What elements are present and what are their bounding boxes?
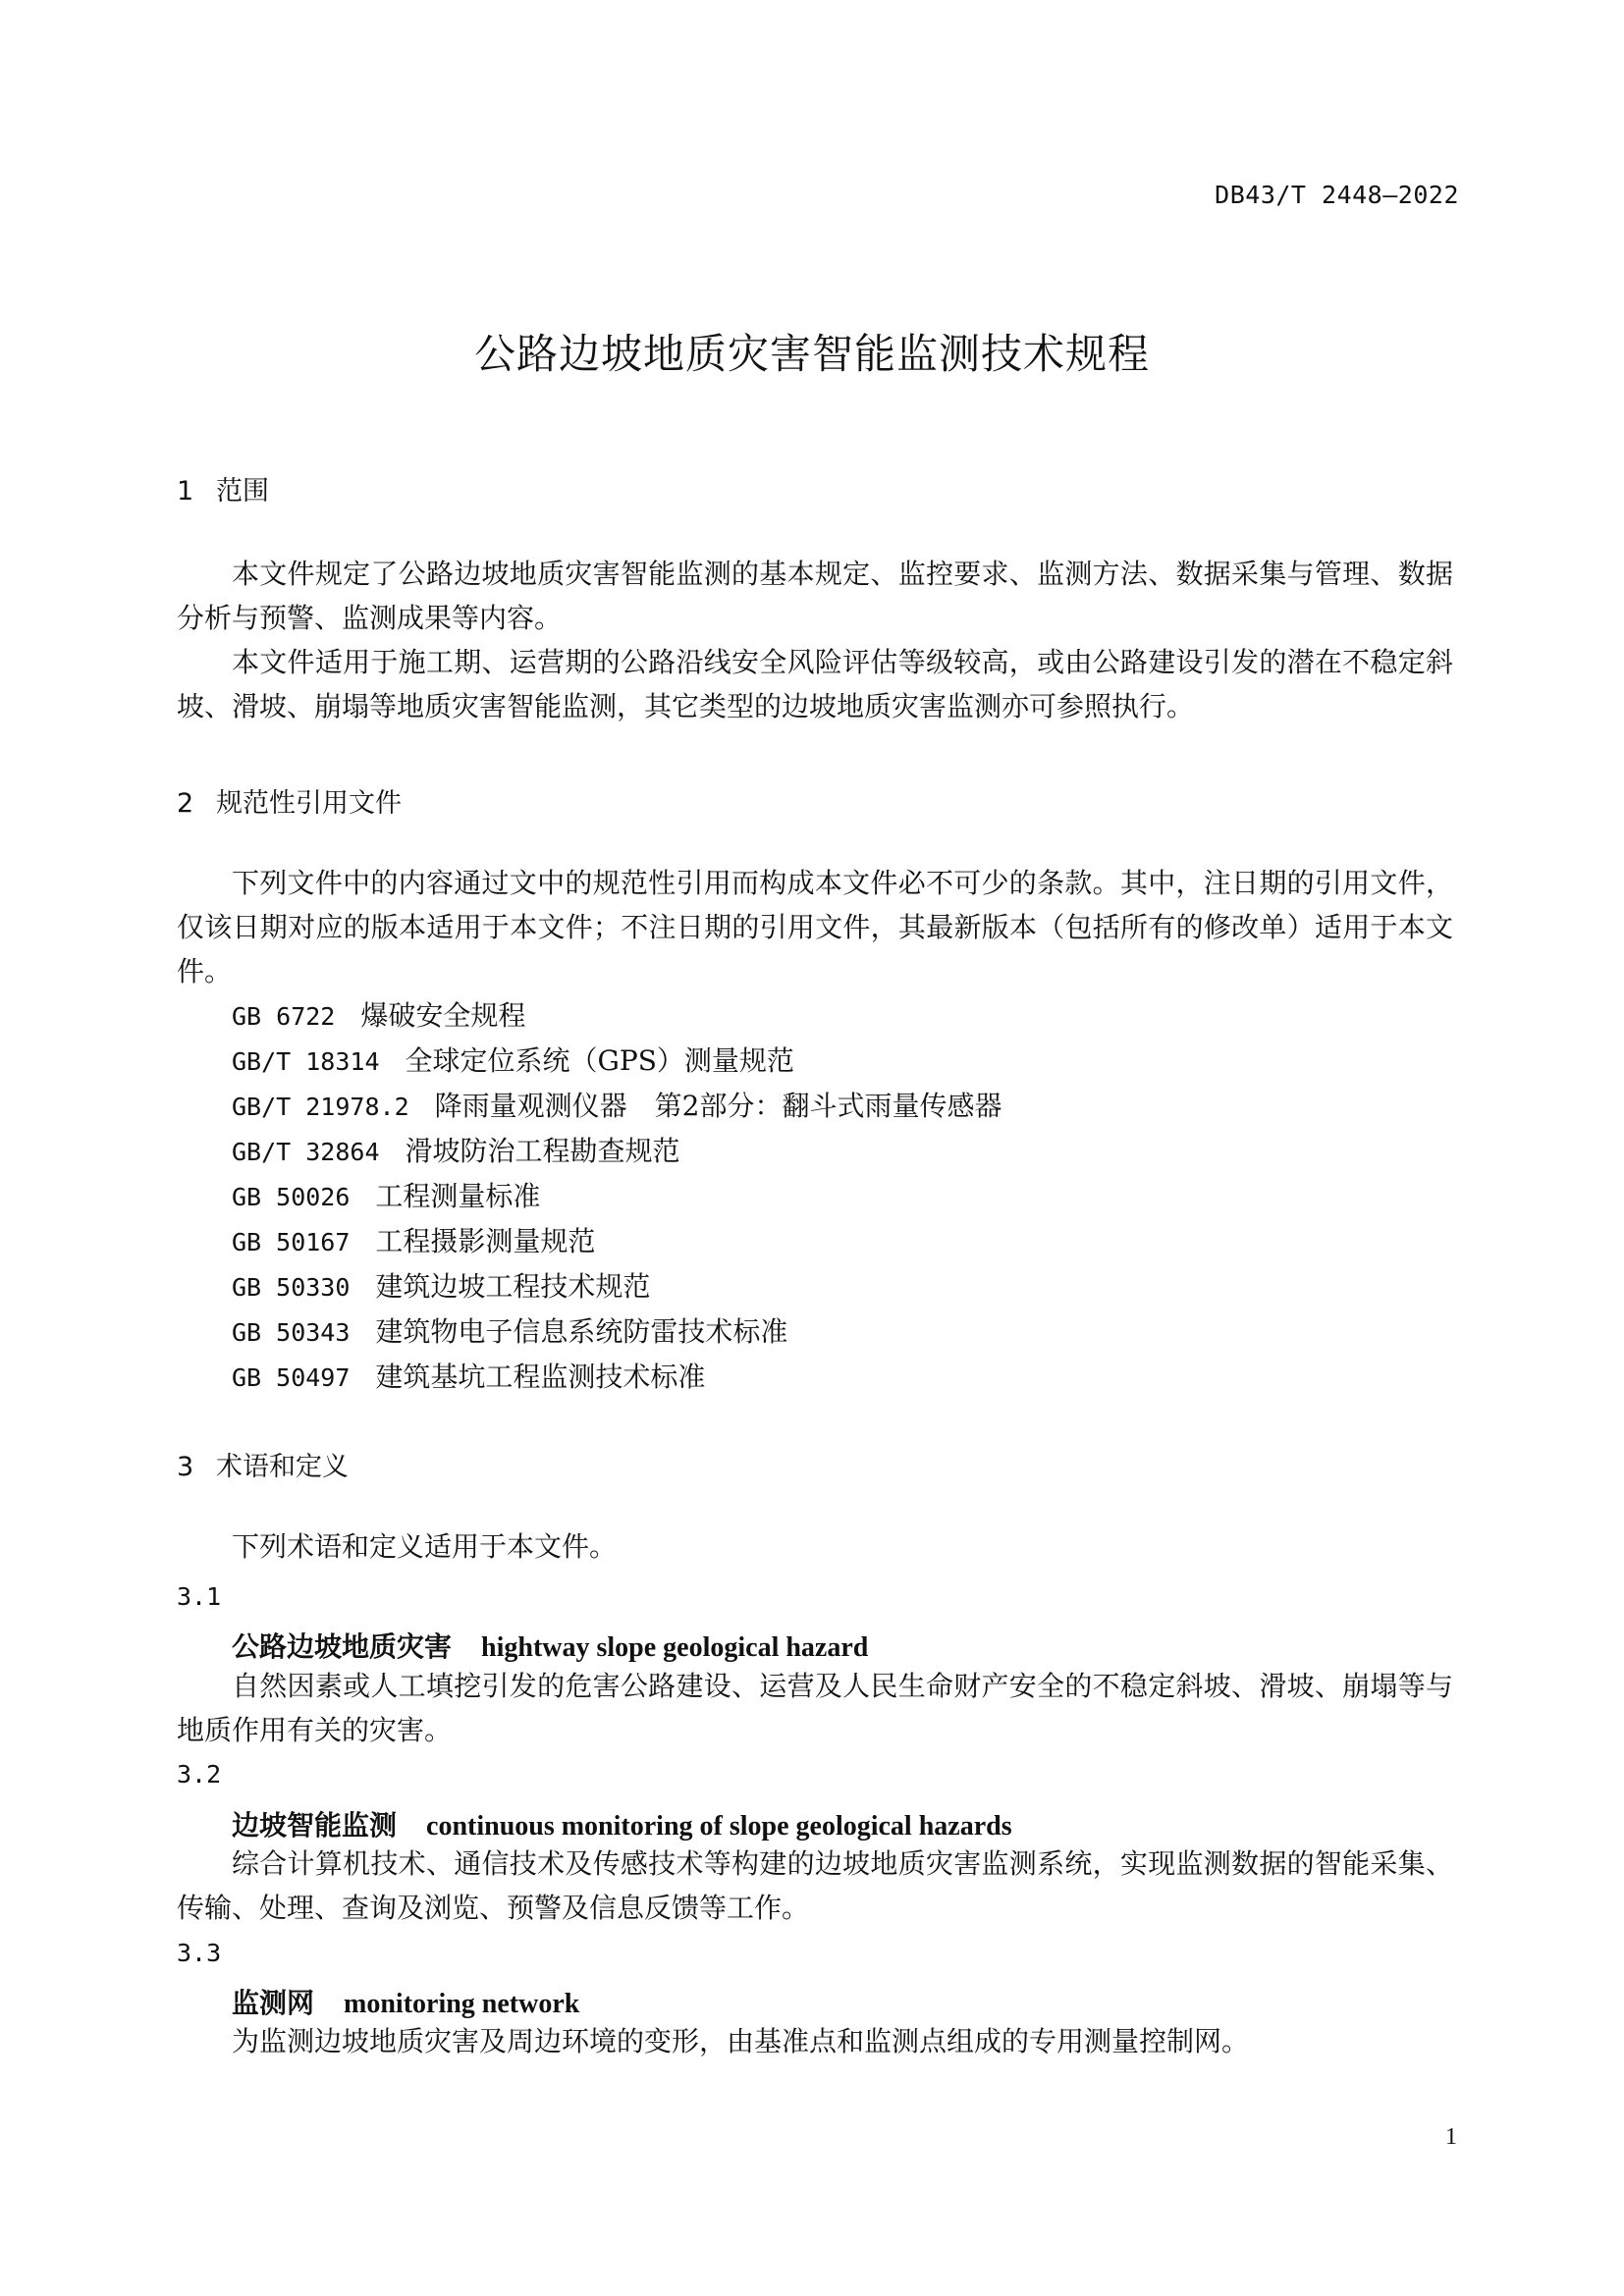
reference-item bbox=[232, 1039, 1001, 1084]
reference-title: 工程测量标准 bbox=[375, 1180, 541, 1212]
reference-item bbox=[232, 1219, 1001, 1264]
reference-item bbox=[232, 1174, 1001, 1219]
term-definition: 综合计算机技术、通信技术及传感技术等构建的边坡地质灾害监测系统，实现监测数据的智能采集、传输、处理、查询及浏览、预警及信息反馈等工作。 bbox=[177, 1847, 1453, 1924]
term-english: continuous monitoring of slope geological hazards bbox=[426, 1811, 1012, 1842]
section-title: 规范性引用文件 bbox=[216, 788, 402, 819]
term-english: hightway slope geological hazard bbox=[481, 1632, 869, 1663]
section-1-paragraph-1: 本文件规定了公路边坡地质灾害智能监测的基本规定、监控要求、监测方法、数据采集与管理、数据分析与预警、监测成果等内容。 bbox=[177, 558, 1453, 634]
term-title bbox=[232, 1982, 579, 2021]
reference-title: 建筑基坑工程监测技术标准 bbox=[375, 1361, 706, 1393]
reference-item bbox=[232, 1309, 1001, 1355]
reference-item bbox=[232, 993, 1001, 1039]
reference-code: GB 50026 bbox=[232, 1183, 351, 1211]
section-3-heading bbox=[177, 1445, 349, 1483]
section-number: 3 bbox=[177, 1452, 194, 1482]
term-definition: 自然因素或人工填挖引发的危害公路建设、运营及人民生命财产安全的不稳定斜坡、滑坡、崩塌等与地质作用有关的灾害。 bbox=[177, 1670, 1453, 1746]
section-number: 1 bbox=[177, 476, 194, 507]
reference-code: GB/T 21978.2 bbox=[232, 1093, 409, 1121]
reference-code: GB 50343 bbox=[232, 1318, 351, 1347]
reference-item bbox=[232, 1264, 1001, 1309]
section-number: 2 bbox=[177, 788, 194, 819]
term-number: 3.3 bbox=[177, 1939, 222, 1967]
term-chinese: 公路边坡地质灾害 bbox=[232, 1630, 453, 1663]
term-title bbox=[232, 1626, 868, 1665]
reference-item bbox=[232, 1129, 1001, 1174]
section-1-heading bbox=[177, 469, 269, 507]
term-definition: 为监测边坡地质灾害及周边环境的变形，由基准点和监测点组成的专用测量控制网。 bbox=[232, 2025, 1250, 2057]
section-3-intro: 下列术语和定义适用于本文件。 bbox=[232, 1530, 618, 1563]
term-number: 3.1 bbox=[177, 1582, 222, 1611]
term-chinese: 监测网 bbox=[232, 1987, 315, 2019]
reference-code: GB/T 18314 bbox=[232, 1047, 380, 1076]
term-english: monitoring network bbox=[344, 1989, 580, 2019]
reference-code: GB 50497 bbox=[232, 1363, 351, 1392]
page-number: 1 bbox=[1445, 2124, 1457, 2150]
reference-code: GB 6722 bbox=[232, 1002, 336, 1031]
reference-title: 降雨量观测仪器 第2部分：翻斗式雨量传感器 bbox=[434, 1090, 1002, 1122]
reference-title: 建筑物电子信息系统防雷技术标准 bbox=[375, 1315, 788, 1348]
section-title: 术语和定义 bbox=[216, 1452, 349, 1482]
reference-title: 建筑边坡工程技术规范 bbox=[375, 1270, 651, 1303]
section-2-heading bbox=[177, 781, 402, 820]
reference-code: GB 50167 bbox=[232, 1228, 351, 1256]
term-title bbox=[232, 1804, 1012, 1843]
reference-list bbox=[232, 993, 1001, 1400]
reference-title: 工程摄影测量规范 bbox=[375, 1225, 596, 1257]
term-chinese: 边坡智能监测 bbox=[232, 1809, 398, 1842]
reference-title: 全球定位系统（GPS）测量规范 bbox=[405, 1044, 794, 1077]
reference-item bbox=[232, 1084, 1001, 1129]
section-2-intro: 下列文件中的内容通过文中的规范性引用而构成本文件必不可少的条款。其中，注日期的引用文件，仅该日期对应的版本适用于本文件；不注日期的引用文件，其最新版本（包括所有的修改单）适用于本文件。 bbox=[177, 867, 1453, 988]
reference-code: GB/T 32864 bbox=[232, 1138, 380, 1166]
document-code: DB43/T 2448—2022 bbox=[1215, 181, 1459, 209]
section-1-paragraph-2: 本文件适用于施工期、运营期的公路沿线安全风险评估等级较高，或由公路建设引发的潜在不稳定斜坡、滑坡、崩塌等地质灾害智能监测，其它类型的边坡地质灾害监测亦可参照执行。 bbox=[177, 646, 1453, 722]
section-title: 范围 bbox=[216, 476, 269, 507]
reference-title: 爆破安全规程 bbox=[360, 999, 526, 1032]
reference-code: GB 50330 bbox=[232, 1273, 351, 1302]
document-title: 公路边坡地质灾害智能监测技术规程 bbox=[473, 330, 1150, 378]
term-number: 3.2 bbox=[177, 1760, 222, 1789]
reference-item bbox=[232, 1355, 1001, 1400]
reference-title: 滑坡防治工程勘查规范 bbox=[405, 1135, 680, 1167]
